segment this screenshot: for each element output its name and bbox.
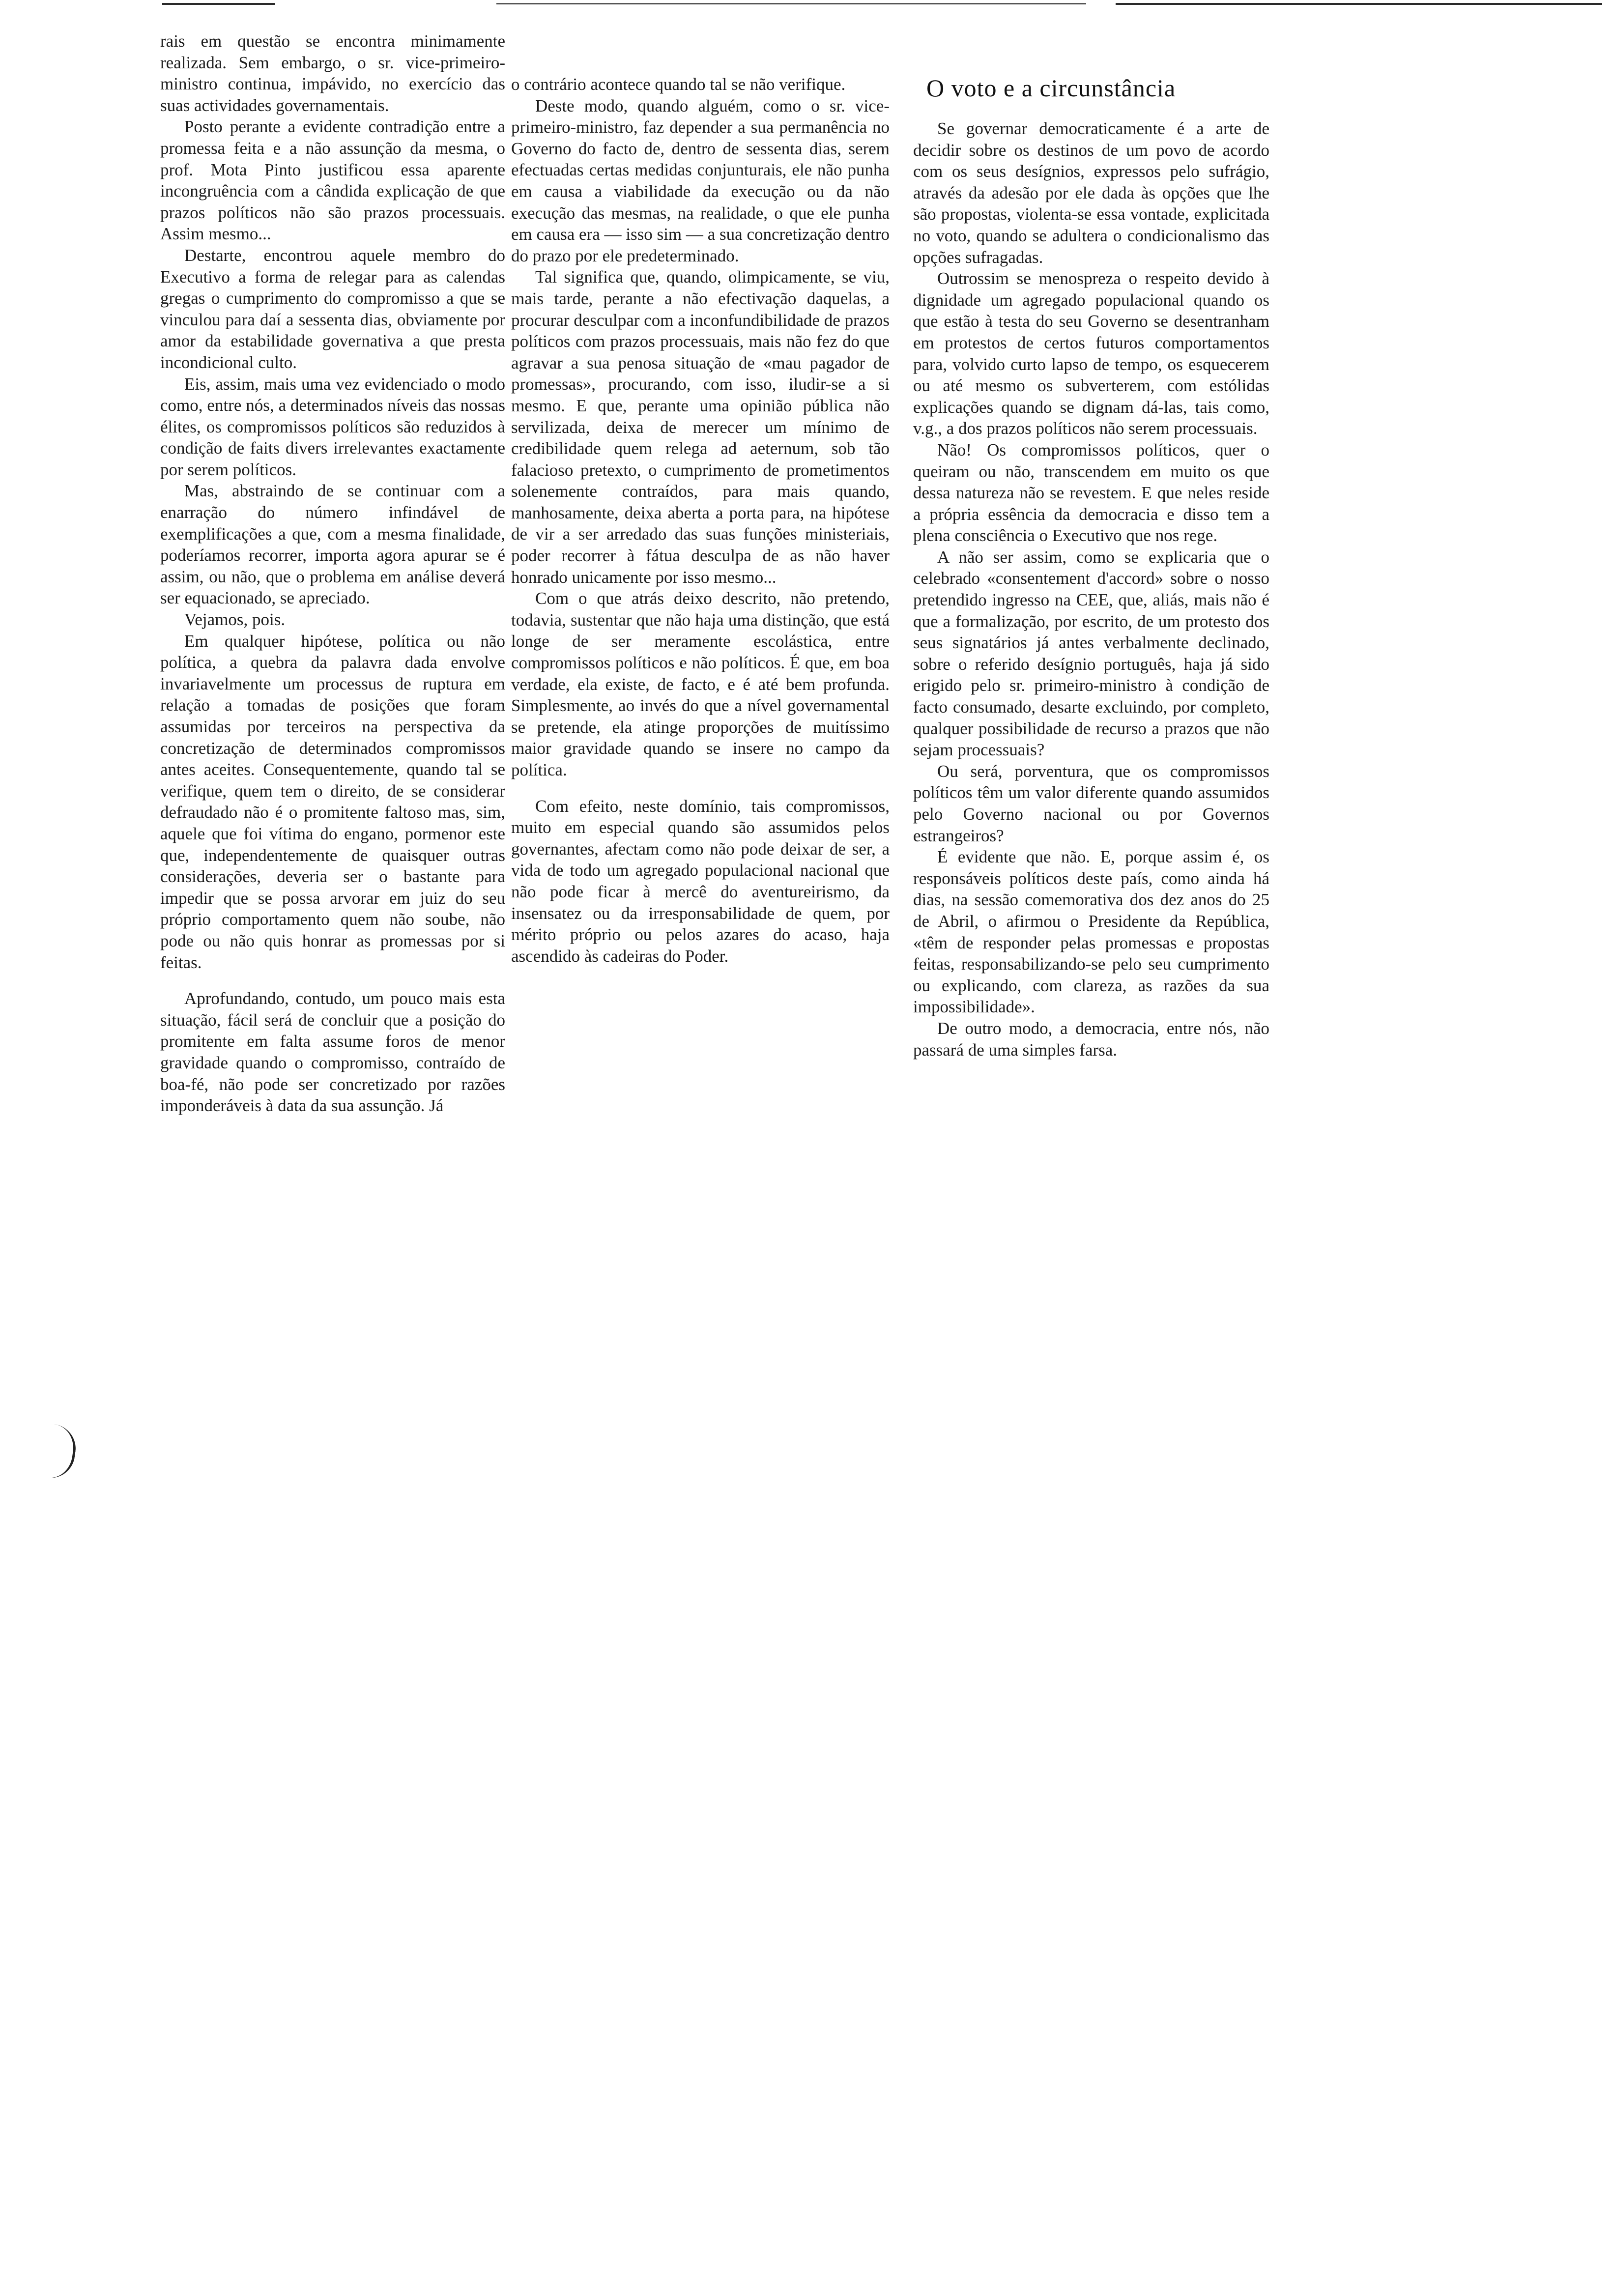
article-paragraph: Outrossim se menospreza o respeito devido à dignidade um agregado populacional quando os que estão à testa do seu Governo se desentranham em protestos de certos futuros comportamentos para, volvido curto lapso de tempo, os esquecerem ou até mesmo os subverterem, com estólidas explicações quando se dignam dá-las, tais como, v.g., a dos prazos políticos não serem processuais.	[913, 269, 1269, 438]
article-paragraph: Em qualquer hipótese, política ou não política, a quebra da palavra dada envolve invariavelmente um processus de ruptura em relação a tomadas de posições que foram assumidas por terceiros na perspectiva da concretização de determinados compromissos antes aceites. Consequentemente, quando tal se verifique, quem tem o direito, de se considerar defraudado não é o promitente faltoso mas, sim, aquele que foi vítima do engano, pormenor este que, independentemente de quaisquer outras considerações, deveria ser o bastante para impedir que se possa arvorar em juiz do seu próprio comportamento quem não soube, não pode ou não quis honrar as promessas por si feitas.	[160, 631, 505, 972]
article-paragraph: Posto perante a evidente contradição entre a promessa feita e a não assunção da mesma, o prof. Mota Pinto justificou essa aparente incongruência com a cândida explicação de que prazos políticos não são prazos processuais. Assim mesmo...	[160, 117, 505, 244]
article-paragraph: Mas, abstraindo de se continuar com a enarração do número infindável de exemplificações a que, com a mesma finalidade, poderíamos recorrer, importa agora apurar se é assim, ou não, que o problema em análise deverá ser equacionado, se apreciado.	[160, 481, 505, 608]
article-paragraph: Se governar democraticamente é a arte de decidir sobre os destinos de um povo de acordo com os seus desígnios, expressos pelo sufrágio, através da adesão por ele dada às opções que lhe são propostas, violenta-se essa vontade, explicitada no voto, quando se adultera o condicionalismo das opções sufragadas.	[913, 119, 1269, 267]
top-rule-center	[496, 3, 1086, 4]
margin-bracket-mark	[40, 1423, 79, 1481]
article-paragraph: Deste modo, quando alguém, como o sr. vice-primeiro-ministro, faz depender a sua permanência no Governo do facto de, dentro de sessenta dias, serem efectuadas certas medidas conjunturais, ele não punha em causa a viabilidade da execução ou da não execução das mesmas, na realidade, o que ele punha em causa era — isso sim — a sua concretização dentro do prazo por ele predeterminado.	[511, 96, 890, 265]
article-paragraph: É evidente que não. E, porque assim é, os responsáveis políticos deste país, como ainda há dias, na sessão comemorativa dos dez anos do 25 de Abril, o afirmou o Presidente da República, «têm de responder pelas promessas e propostas feitas, responsabilizando-se pelo seu cumprimento ou explicando, com clareza, as razões da sua impossibilidade».	[913, 847, 1269, 1017]
article-paragraph: Vejamos, pois.	[184, 610, 286, 630]
article-paragraph: Ou será, porventura, que os compromissos políticos têm um valor diferente quando assumidos pelo Governo nacional ou por Governos estrangeiros?	[913, 761, 1269, 845]
article-paragraph: Tal significa que, quando, olimpicamente, se viu, mais tarde, perante a não efectivação daquelas, a procurar desculpar com a inconfundibilidade de prazos políticos com prazos processuais, mais não fez do que agravar a sua penosa situação de «mau pagador de promessas», procurando, com isso, iludir-se a si mesmo. E que, perante uma opinião pública não servilizada, deixa de merecer um mínimo de credibilidade quem relega ad aeternum, sob tão falacioso pretexto, o cumprimento de prometimentos solenemente contraídos, para mais quando, manhosamente, deixa aberta a porta para, na hipótese de vir a ser arredado das suas funções ministeriais, poder recorrer à fátua desculpa de as não haver honrado unicamente por isso mesmo...	[511, 267, 890, 587]
top-rule-right	[1116, 3, 1602, 5]
article-paragraph: Destarte, encontrou aquele membro do Executivo a forma de relegar para as calendas gregas o cumprimento do compromisso a que se vinculou para daí a sessenta dias, obviamente por amor da estabilidade governativa a que presta incondicional culto.	[160, 245, 505, 372]
article-paragraph: Com efeito, neste domínio, tais compromissos, muito em especial quando são assumidos pelos governantes, afectam como não pode deixar de ser, a vida de todo um agregado populacional nacional que não pode ficar à mercê do aventureirismo, da insensatez ou da irresponsabilidade de quem, por mérito próprio ou pelos azares do acaso, haja ascendido às cadeiras do Poder.	[511, 796, 890, 966]
article-paragraph: Aprofundando, contudo, um pouco mais esta situação, fácil será de concluir que a posição do promitente em falta assume foros de menor gravidade quando o compromisso, contraído de boa-fé, não pode ser concretizado por razões imponderáveis à data da sua assunção. Já	[160, 989, 505, 1116]
top-rule-left	[162, 3, 275, 5]
article-column-2	[511, 74, 890, 967]
article-paragraph: Eis, assim, mais uma vez evidenciado o modo como, entre nós, a determinados níveis das nossas élites, os compromissos políticos são reduzidos à condição de faits divers irrelevantes exactamente por serem políticos.	[160, 374, 505, 479]
article-paragraph: rais em questão se encontra minimamente realizada. Sem embargo, o sr. vice-primeiro-ministro continua, impávido, no exercício das suas actividades governamentais.	[160, 31, 505, 115]
article-headline: O voto e a circunstância	[926, 74, 1176, 102]
article-paragraph: A não ser assim, como se explicaria que o celebrado «consentement d'accord» sobre o nosso pretendido ingresso na CEE, que, aliás, mais não é que a formalização, por escrito, de um protesto dos seus signatários já antes verbalmente declinado, sobre o referido desígnio português, haja já sido erigido pelo sr. primeiro-ministro à condição de facto consumado, desarte excluindo, por completo, qualquer possibilidade de recurso a prazos que não sejam processuais?	[913, 547, 1269, 760]
article-paragraph: Não! Os compromissos políticos, quer o queiram ou não, transcendem em muito os que dessa natureza não se revestem. E que neles reside a própria essência da democracia e disso tem a plena consciência o Executivo que nos rege.	[913, 440, 1269, 545]
article-paragraph: o contrário acontece quando tal se não verifique.	[511, 75, 846, 94]
article-paragraph: Com o que atrás deixo descrito, não pretendo, todavia, sustentar que não haja uma distinção, que está longe de ser meramente escolástica, entre compromissos políticos e não políticos. É que, em boa verdade, ela existe, de facto, e é até bem profunda. Simplesmente, ao invés do que a nível governamental se pretende, ela atinge proporções de muitíssimo maior gravidade quando se insere no campo da política.	[511, 589, 890, 779]
article-paragraph: De outro modo, a democracia, entre nós, não passará de uma simples farsa.	[913, 1018, 1269, 1060]
article-column-3	[913, 118, 1269, 1061]
article-column-1	[160, 30, 505, 1117]
